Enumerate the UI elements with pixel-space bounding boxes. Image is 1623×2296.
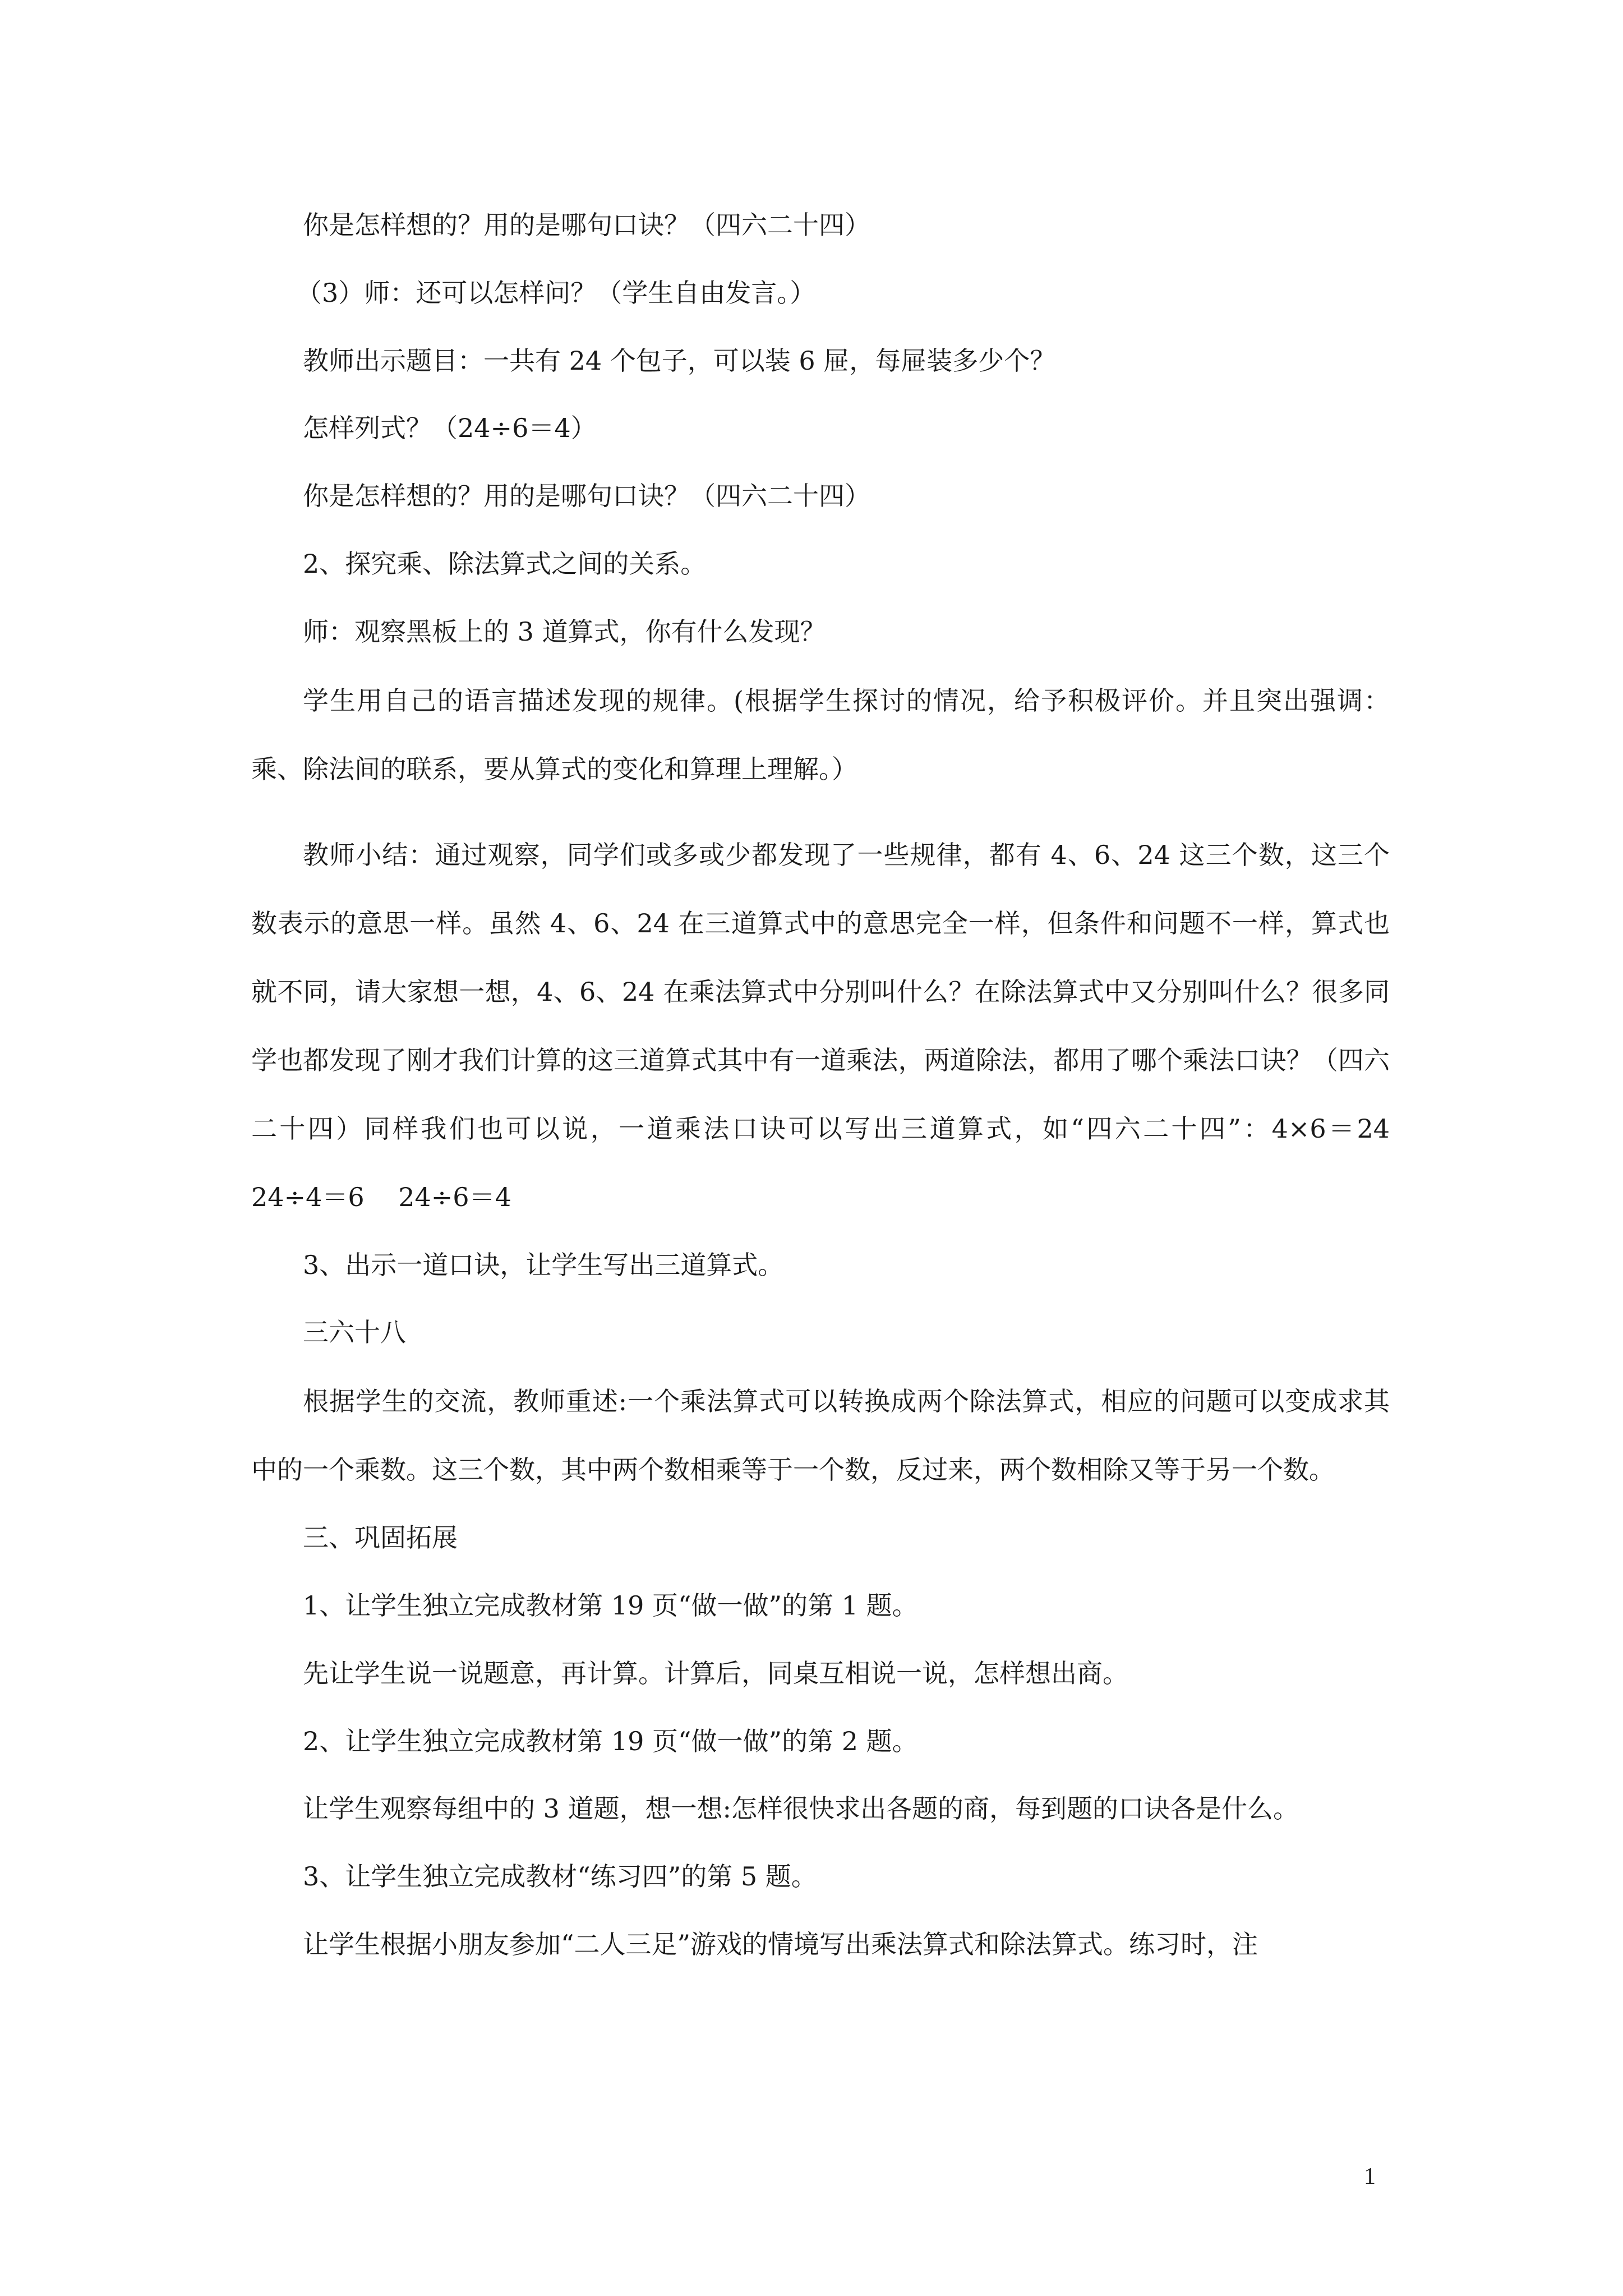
paragraph: 教师小结：通过观察，同学们或多或少都发现了一些规律，都有 4、6、24 这三个数，这三个数表示的意思一样。虽然 4、6、24 在三道算式中的意思完全一样，但条件和问题不一样，算式也就不同，请大家想一想，4、6、24 在乘法算式中分别叫什么？在除法算式中又分别叫什么？很多同学也都发现了刚才我们计算的这三道算式其中有一道乘法，两道除法，都用了哪个乘法口诀？（四六二十四）同样我们也可以说，一道乘法口诀可以写出三道算式，如“四六二十四”：4×6＝24 24÷4＝6 24÷6＝4 — [251, 839, 1424, 1212]
paragraph: 先让学生说一说题意，再计算。计算后，同桌互相说一说，怎样想出商。 — [303, 1658, 1128, 1688]
paragraph: 让学生根据小朋友参加“二人三足”游戏的情境写出乘法算式和除法算式。练习时，注 — [303, 1929, 1258, 1959]
paragraph: 师：观察黑板上的 3 道算式，你有什么发现？ — [303, 616, 826, 647]
paragraph: 1、让学生独立完成教材第 19 页“做一做”的第 1 题。 — [303, 1590, 918, 1621]
paragraph: 三六十八 — [303, 1317, 406, 1348]
paragraph: 你是怎样想的？用的是哪句口诀？（四六二十四） — [303, 210, 870, 240]
paragraph: 让学生观察每组中的 3 道题，想一想:怎样很快求出各题的商，每到题的口诀各是什么。 — [303, 1793, 1299, 1824]
paragraph: 学生用自己的语言描述发现的规律。(根据学生探讨的情况，给予积极评价。并且突出强调：乘、除法间的联系，要从算式的变化和算理上理解。） — [251, 685, 1390, 784]
document-body — [251, 209, 1424, 1962]
paragraph: 2、探究乘、除法算式之间的关系。 — [303, 548, 707, 579]
page-number: 1 — [1364, 2164, 1376, 2189]
paragraph: 你是怎样想的？用的是哪句口诀？（四六二十四） — [303, 481, 870, 512]
paragraph: 3、让学生独立完成教材“练习四”的第 5 题。 — [303, 1861, 817, 1892]
paragraph: （3）师：还可以怎样问？（学生自由发言。） — [296, 277, 816, 308]
paragraph: 教师出示题目：一共有 24 个包子，可以装 6 屉，每屉装多少个？ — [303, 345, 1056, 376]
paragraph: 怎样列式？（24÷6＝4） — [303, 413, 597, 444]
paragraph: 3、出示一道口诀，让学生写出三道算式。 — [303, 1249, 784, 1280]
paragraph: 2、让学生独立完成教材第 19 页“做一做”的第 2 题。 — [303, 1726, 918, 1756]
section-heading: 三、巩固拓展 — [303, 1522, 458, 1553]
paragraph: 根据学生的交流，教师重述:一个乘法算式可以转换成两个除法算式，相应的问题可以变成求其中的一个乘数。这三个数，其中两个数相乘等于一个数，反过来，两个数相除又等于另一个数。 — [251, 1386, 1390, 1485]
